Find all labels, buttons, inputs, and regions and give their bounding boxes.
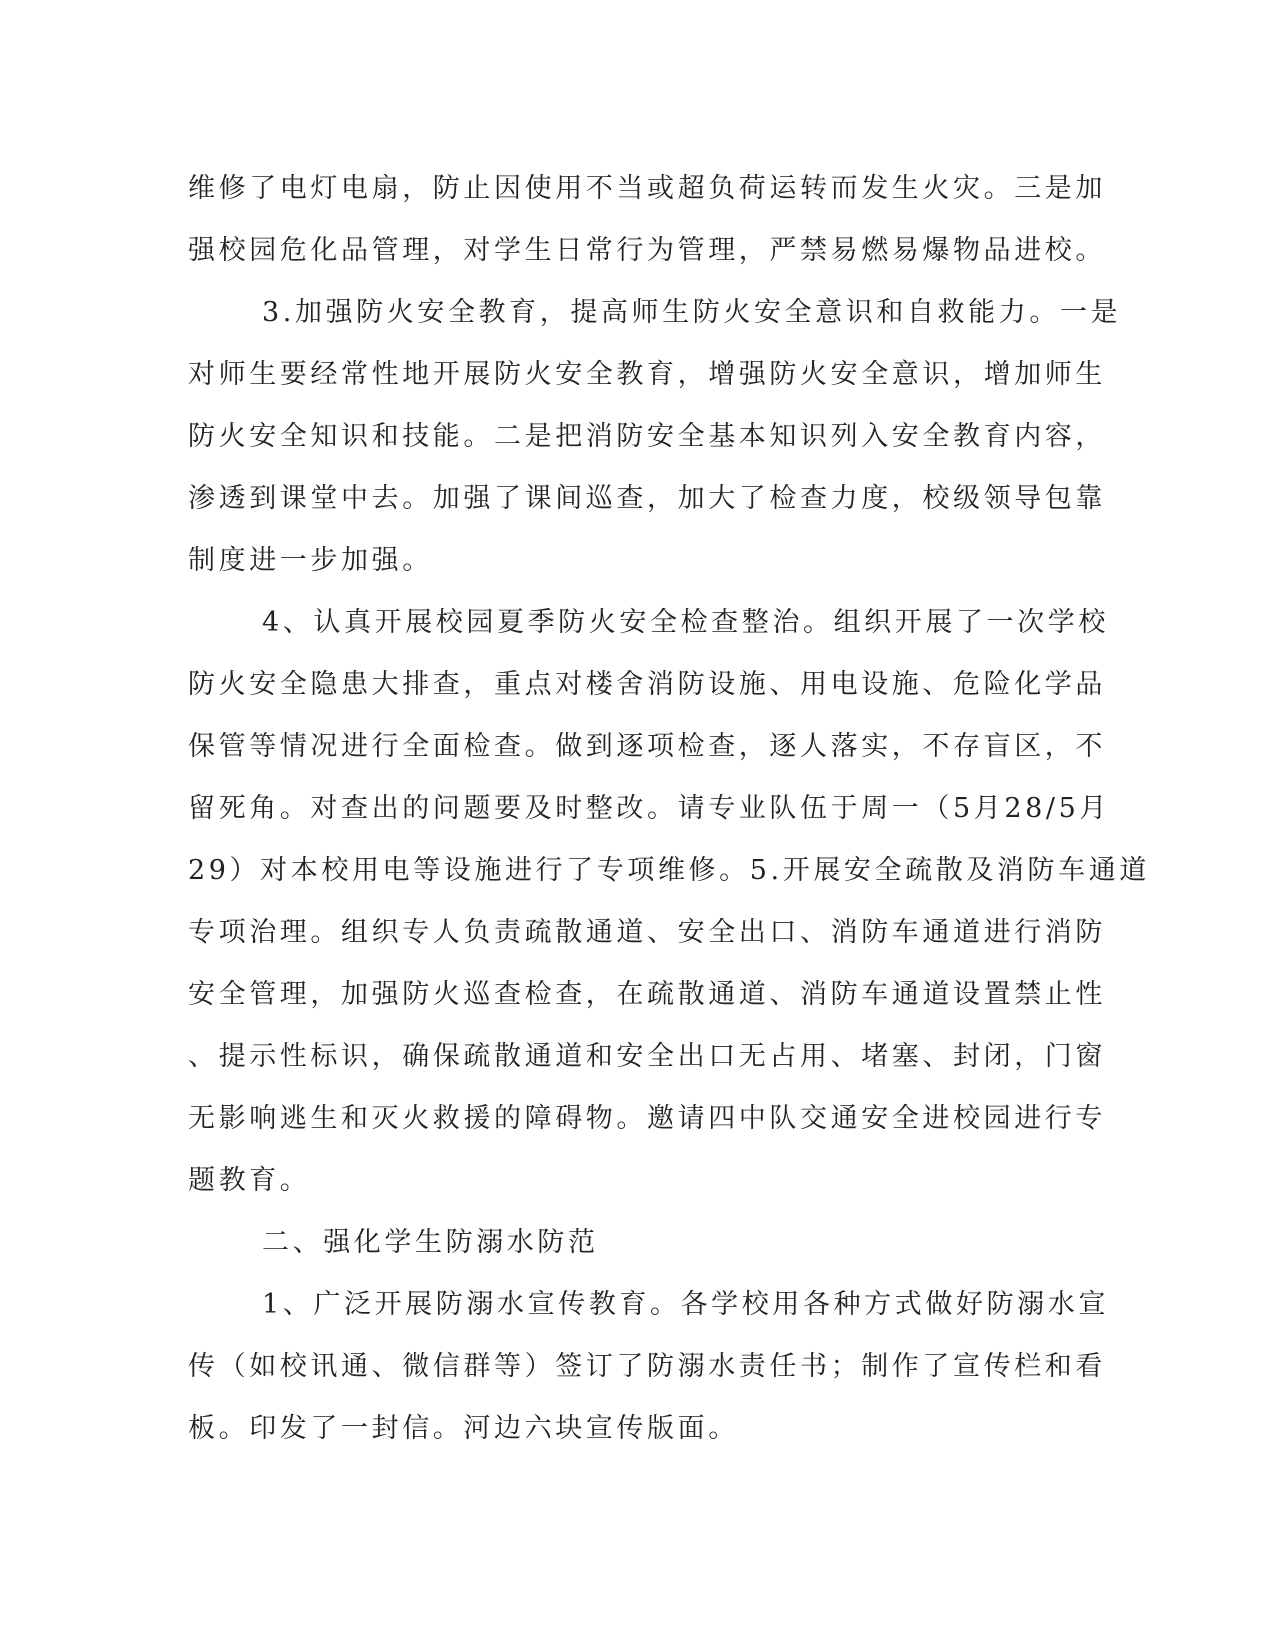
document-body xyxy=(188,158,1150,1460)
text-line: 4、认真开展校园夏季防火安全检查整治。组织开展了一次学校 xyxy=(262,607,1109,638)
text-line: 保管等情况进行全面检查。做到逐项检查，逐人落实，不存盲区，不 xyxy=(188,731,1106,762)
text-line: 题教育。 xyxy=(188,1165,311,1196)
text-line: 无影响逃生和灭火救援的障碍物。邀请四中队交通安全进校园进行专 xyxy=(188,1103,1106,1134)
text-line: 防火安全隐患大排查，重点对楼舍消防设施、用电设施、危险化学品 xyxy=(188,669,1106,700)
text-line: 渗透到课堂中去。加强了课间巡查，加大了检查力度，校级领导包靠 xyxy=(188,483,1106,514)
text-line: 安全管理，加强防火巡查检查，在疏散通道、消防车通道设置禁止性 xyxy=(188,979,1106,1010)
text-line: 留死角。对查出的问题要及时整改。请专业队伍于周一（5月28/5月 xyxy=(188,793,1111,824)
text-line: 3.加强防火安全教育，提高师生防火安全意识和自救能力。一是 xyxy=(262,297,1122,328)
section-heading: 二、强化学生防溺水防范 xyxy=(262,1227,599,1258)
text-line: 强校园危化品管理，对学生日常行为管理，严禁易燃易爆物品进校。 xyxy=(188,235,1106,266)
text-line: 防火安全知识和技能。二是把消防安全基本知识列入安全教育内容， xyxy=(188,421,1106,452)
text-line: 1、广泛开展防溺水宣传教育。各学校用各种方式做好防溺水宣 xyxy=(262,1289,1109,1320)
text-line: 板。印发了一封信。河边六块宣传版面。 xyxy=(188,1413,739,1444)
text-line: 专项治理。组织专人负责疏散通道、安全出口、消防车通道进行消防 xyxy=(188,917,1106,948)
text-line: 制度进一步加强。 xyxy=(188,545,433,576)
text-line: 传（如校讯通、微信群等）签订了防溺水责任书；制作了宣传栏和看 xyxy=(188,1351,1106,1382)
text-line: 29）对本校用电等设施进行了专项维修。5.开展安全疏散及消防车通道 xyxy=(188,855,1150,886)
text-line: 、提示性标识，确保疏散通道和安全出口无占用、堵塞、封闭，门窗 xyxy=(188,1041,1106,1072)
text-line: 对师生要经常性地开展防火安全教育，增强防火安全意识，增加师生 xyxy=(188,359,1106,390)
text-line: 维修了电灯电扇，防止因使用不当或超负荷运转而发生火灾。三是加 xyxy=(188,173,1106,204)
